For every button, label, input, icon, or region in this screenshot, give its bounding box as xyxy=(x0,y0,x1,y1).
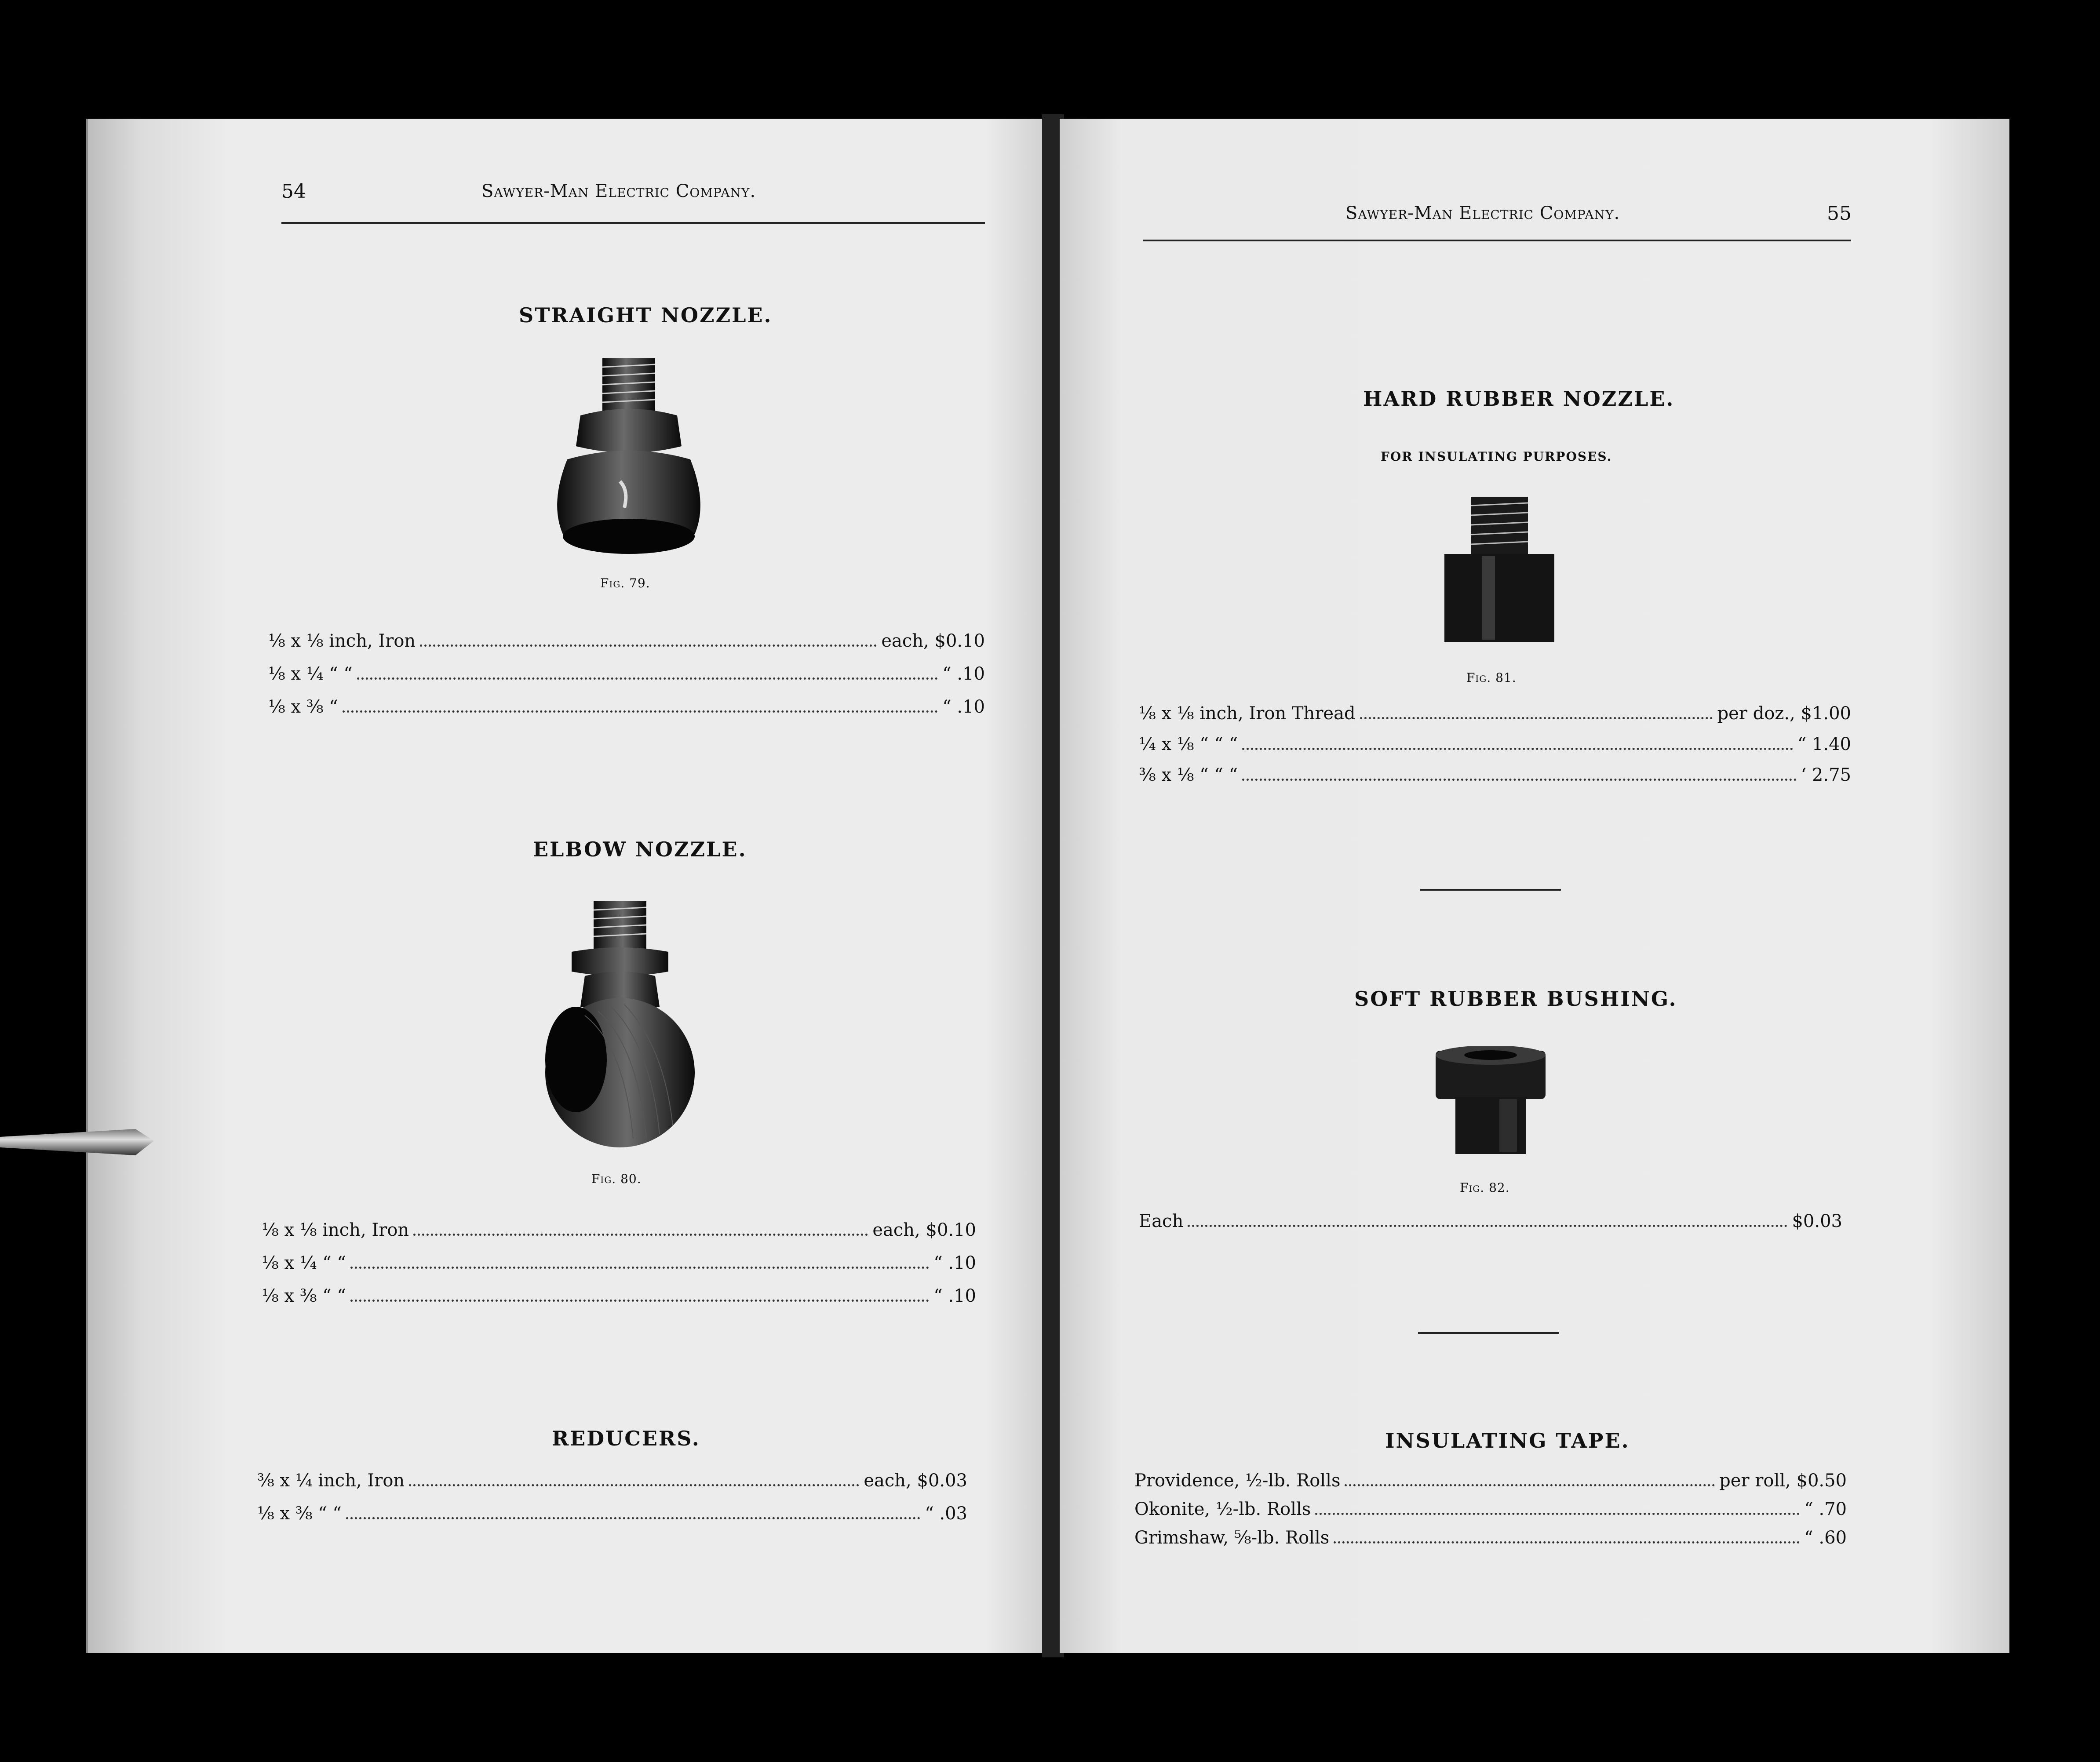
row-item: Providence, ½-lb. Rolls xyxy=(1134,1471,1341,1491)
row-item: ⅜ x ¼ inch, Iron xyxy=(257,1471,405,1491)
right-page xyxy=(1060,119,2009,1653)
row-price: each, $0.03 xyxy=(864,1471,967,1491)
row-item: ⅜ x ⅛ “ “ “ xyxy=(1139,765,1238,785)
row-price: “ .60 xyxy=(1804,1528,1847,1548)
row-item: Grimshaw, ⅝-lb. Rolls xyxy=(1134,1528,1330,1548)
leader-dots xyxy=(1188,1225,1787,1227)
row-price: “ .70 xyxy=(1804,1499,1847,1519)
row-price: $0.03 xyxy=(1792,1211,1842,1231)
section-title-insulating-tape: INSULATING TAPE. xyxy=(1385,1429,1630,1453)
price-row xyxy=(1134,1499,1847,1519)
row-item: ¼ x ⅛ “ “ “ xyxy=(1139,734,1238,754)
price-row xyxy=(1139,734,1851,754)
price-row xyxy=(268,631,985,651)
row-item: ⅛ x ⅜ “ “ xyxy=(262,1286,346,1306)
price-row xyxy=(1134,1528,1847,1548)
leader-dots xyxy=(357,677,938,680)
row-item: ⅛ x ¼ “ “ xyxy=(262,1253,346,1273)
leader-dots xyxy=(1315,1513,1800,1515)
row-price: each, $0.10 xyxy=(872,1220,976,1240)
leader-dots xyxy=(1242,748,1793,750)
row-item: ⅛ x ⅛ inch, Iron xyxy=(268,631,416,651)
row-item: ⅛ x ⅛ inch, Iron xyxy=(262,1220,409,1240)
row-price: “ .10 xyxy=(933,1286,976,1306)
price-row xyxy=(268,697,985,717)
row-item: ⅛ x ⅜ “ xyxy=(268,697,338,717)
price-row xyxy=(1139,765,1851,785)
header-rule xyxy=(1143,240,1851,241)
section-divider xyxy=(1418,1332,1559,1334)
row-price: per roll, $0.50 xyxy=(1719,1471,1847,1491)
pointer-pin xyxy=(0,1129,154,1155)
row-price: ‘ 2.75 xyxy=(1801,765,1851,785)
row-price: “ .10 xyxy=(942,697,985,717)
left-page xyxy=(88,119,1046,1653)
price-row xyxy=(257,1471,967,1491)
figure-caption: Fig. 79. xyxy=(600,576,650,590)
section-divider xyxy=(1420,889,1561,891)
row-item: Each xyxy=(1139,1211,1184,1231)
figure-caption: Fig. 82. xyxy=(1460,1180,1510,1195)
elbow-nozzle-illustration xyxy=(528,901,712,1165)
section-title-reducers: REDUCERS. xyxy=(552,1427,700,1450)
section-title-soft-rubber-bushing: SOFT RUBBER BUSHING. xyxy=(1354,987,1677,1011)
row-price: “ 1.40 xyxy=(1797,734,1851,754)
price-row xyxy=(257,1504,967,1524)
section-title-elbow-nozzle: ELBOW NOZZLE. xyxy=(533,837,747,861)
header-rule xyxy=(281,222,985,224)
price-row xyxy=(1134,1471,1847,1491)
page-number: 55 xyxy=(1827,202,1852,225)
section-title-hard-rubber-nozzle: HARD RUBBER NOZZLE. xyxy=(1363,387,1675,411)
leader-dots xyxy=(420,644,877,647)
straight-nozzle-illustration xyxy=(550,358,708,569)
figure-caption: Fig. 81. xyxy=(1466,670,1517,685)
leader-dots xyxy=(346,1517,920,1519)
row-price: “ .03 xyxy=(925,1504,967,1524)
row-item: Okonite, ½-lb. Rolls xyxy=(1134,1499,1311,1519)
price-row xyxy=(262,1253,976,1273)
leader-dots xyxy=(343,710,938,713)
leader-dots xyxy=(409,1484,859,1486)
leader-dots xyxy=(1334,1541,1800,1544)
row-item: ⅛ x ⅛ inch, Iron Thread xyxy=(1139,703,1356,724)
price-row xyxy=(262,1220,976,1240)
row-item: ⅛ x ⅜ “ “ xyxy=(257,1504,342,1524)
row-price: “ .10 xyxy=(942,664,985,684)
row-price: each, $0.10 xyxy=(881,631,985,651)
leader-dots xyxy=(1242,779,1796,781)
section-title-straight-nozzle: STRAIGHT NOZZLE. xyxy=(519,303,773,327)
leader-dots xyxy=(413,1234,868,1236)
row-price: per doz., $1.00 xyxy=(1717,703,1851,724)
running-head: Sawyer-Man Electric Company. xyxy=(481,181,756,201)
soft-rubber-bushing-illustration xyxy=(1433,1046,1548,1156)
page-number: 54 xyxy=(281,180,306,203)
leader-dots xyxy=(350,1267,929,1269)
leader-dots xyxy=(1345,1484,1715,1486)
hard-rubber-nozzle-illustration xyxy=(1442,497,1557,646)
running-head: Sawyer-Man Electric Company. xyxy=(1345,203,1620,223)
section-subtitle: FOR INSULATING PURPOSES. xyxy=(1381,449,1612,464)
leader-dots xyxy=(350,1300,929,1302)
price-row xyxy=(268,664,985,684)
row-price: “ .10 xyxy=(933,1253,976,1273)
price-row xyxy=(1139,703,1851,724)
leader-dots xyxy=(1360,717,1713,719)
figure-caption: Fig. 80. xyxy=(591,1172,642,1186)
price-row xyxy=(1139,1211,1842,1231)
row-item: ⅛ x ¼ “ “ xyxy=(268,664,353,684)
price-row xyxy=(262,1286,976,1306)
